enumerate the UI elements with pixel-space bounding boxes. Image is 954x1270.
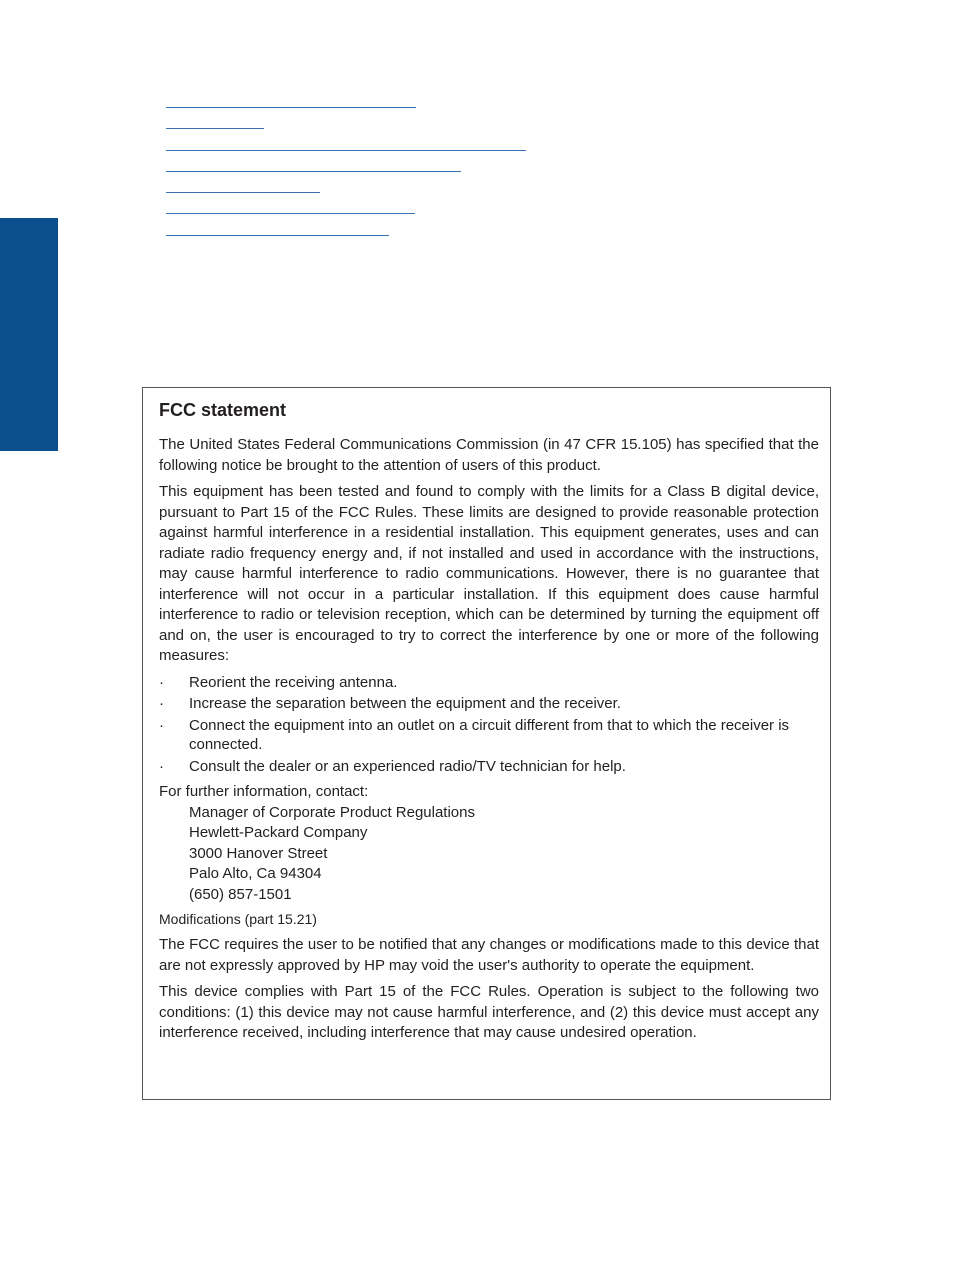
- contact-line: Hewlett-Packard Company: [189, 824, 368, 841]
- topic-link-3[interactable]: [166, 136, 526, 151]
- bullet-glyph: ·: [159, 716, 164, 734]
- chapter-side-tab: [0, 218, 58, 451]
- list-item: [159, 716, 819, 755]
- contact-line: (650) 857-1501: [189, 885, 292, 903]
- topic-link-2[interactable]: [166, 114, 264, 129]
- bullet-glyph: ·: [159, 757, 164, 775]
- topic-link-4[interactable]: [166, 157, 461, 172]
- contact-line: Manager of Corporate Product Regulations: [189, 803, 475, 821]
- bullet-glyph: ·: [159, 673, 164, 691]
- topic-link-1[interactable]: [166, 93, 416, 108]
- modifications-heading: Modifications (part 15.21): [159, 911, 317, 927]
- list-item: [159, 694, 819, 714]
- fcc-paragraph-modifications: The FCC requires the user to be notified that any changes or modifications made to this device that are not expressly approved by HP may void the user's authority to operate the equipment.: [159, 936, 819, 974]
- list-item: [159, 673, 819, 693]
- contact-intro: For further information, contact:: [159, 783, 369, 800]
- measure-text: Increase the separation between the equipment and the receiver.: [189, 695, 621, 712]
- measure-text: Consult the dealer or an experienced radio/TV technician for help.: [189, 757, 626, 775]
- fcc-measures-list: [159, 673, 819, 777]
- topic-link-7[interactable]: [166, 221, 389, 236]
- bullet-glyph: ·: [159, 695, 164, 712]
- contact-address: [189, 803, 819, 906]
- contact-line: 3000 Hanover Street: [189, 844, 328, 862]
- fcc-statement-box: [142, 387, 831, 1100]
- fcc-paragraph-notice: The United States Federal Communications Commission (in 47 CFR 15.105) has specified that the following notice be brought to the attention of users of this product.: [159, 436, 819, 474]
- fcc-paragraph-compliance: This equipment has been tested and found to comply with the limits for a Class B digital device, pursuant to Part 15 of the FCC Rules. These limits are designed to provide reasonable protection against harmful interference in a residential installation. This equipment generates, uses and can radiate radio frequency energy and, if not installed and used in accordance with the instructions, may cause harmful interference to radio communications. However, there is no guarantee that interference will not occur in a particular installation. If this equipment does cause harmful interference to radio or television reception, which can be determined by turning the equipment off and on, the user is encouraged to try to correct the interference by one or more of the following measures:: [159, 483, 819, 664]
- contact-line: Palo Alto, Ca 94304: [189, 865, 322, 882]
- fcc-statement-title: FCC statement: [159, 400, 287, 420]
- fcc-paragraph-part15: This device complies with Part 15 of the FCC Rules. Operation is subject to the following two conditions: (1) this device may not cause harmful interference, and (2) this device must accept any interference received, including interference that may cause undesired operation.: [159, 983, 819, 1041]
- fcc-statement-content: [159, 398, 819, 1050]
- measure-text: Connect the equipment into an outlet on a circuit different from that to which the receiver is connected.: [189, 716, 790, 753]
- measure-text: Reorient the receiving antenna.: [189, 673, 398, 691]
- list-item: [159, 757, 819, 777]
- topic-link-5[interactable]: [166, 178, 320, 193]
- topic-link-6[interactable]: [166, 199, 415, 214]
